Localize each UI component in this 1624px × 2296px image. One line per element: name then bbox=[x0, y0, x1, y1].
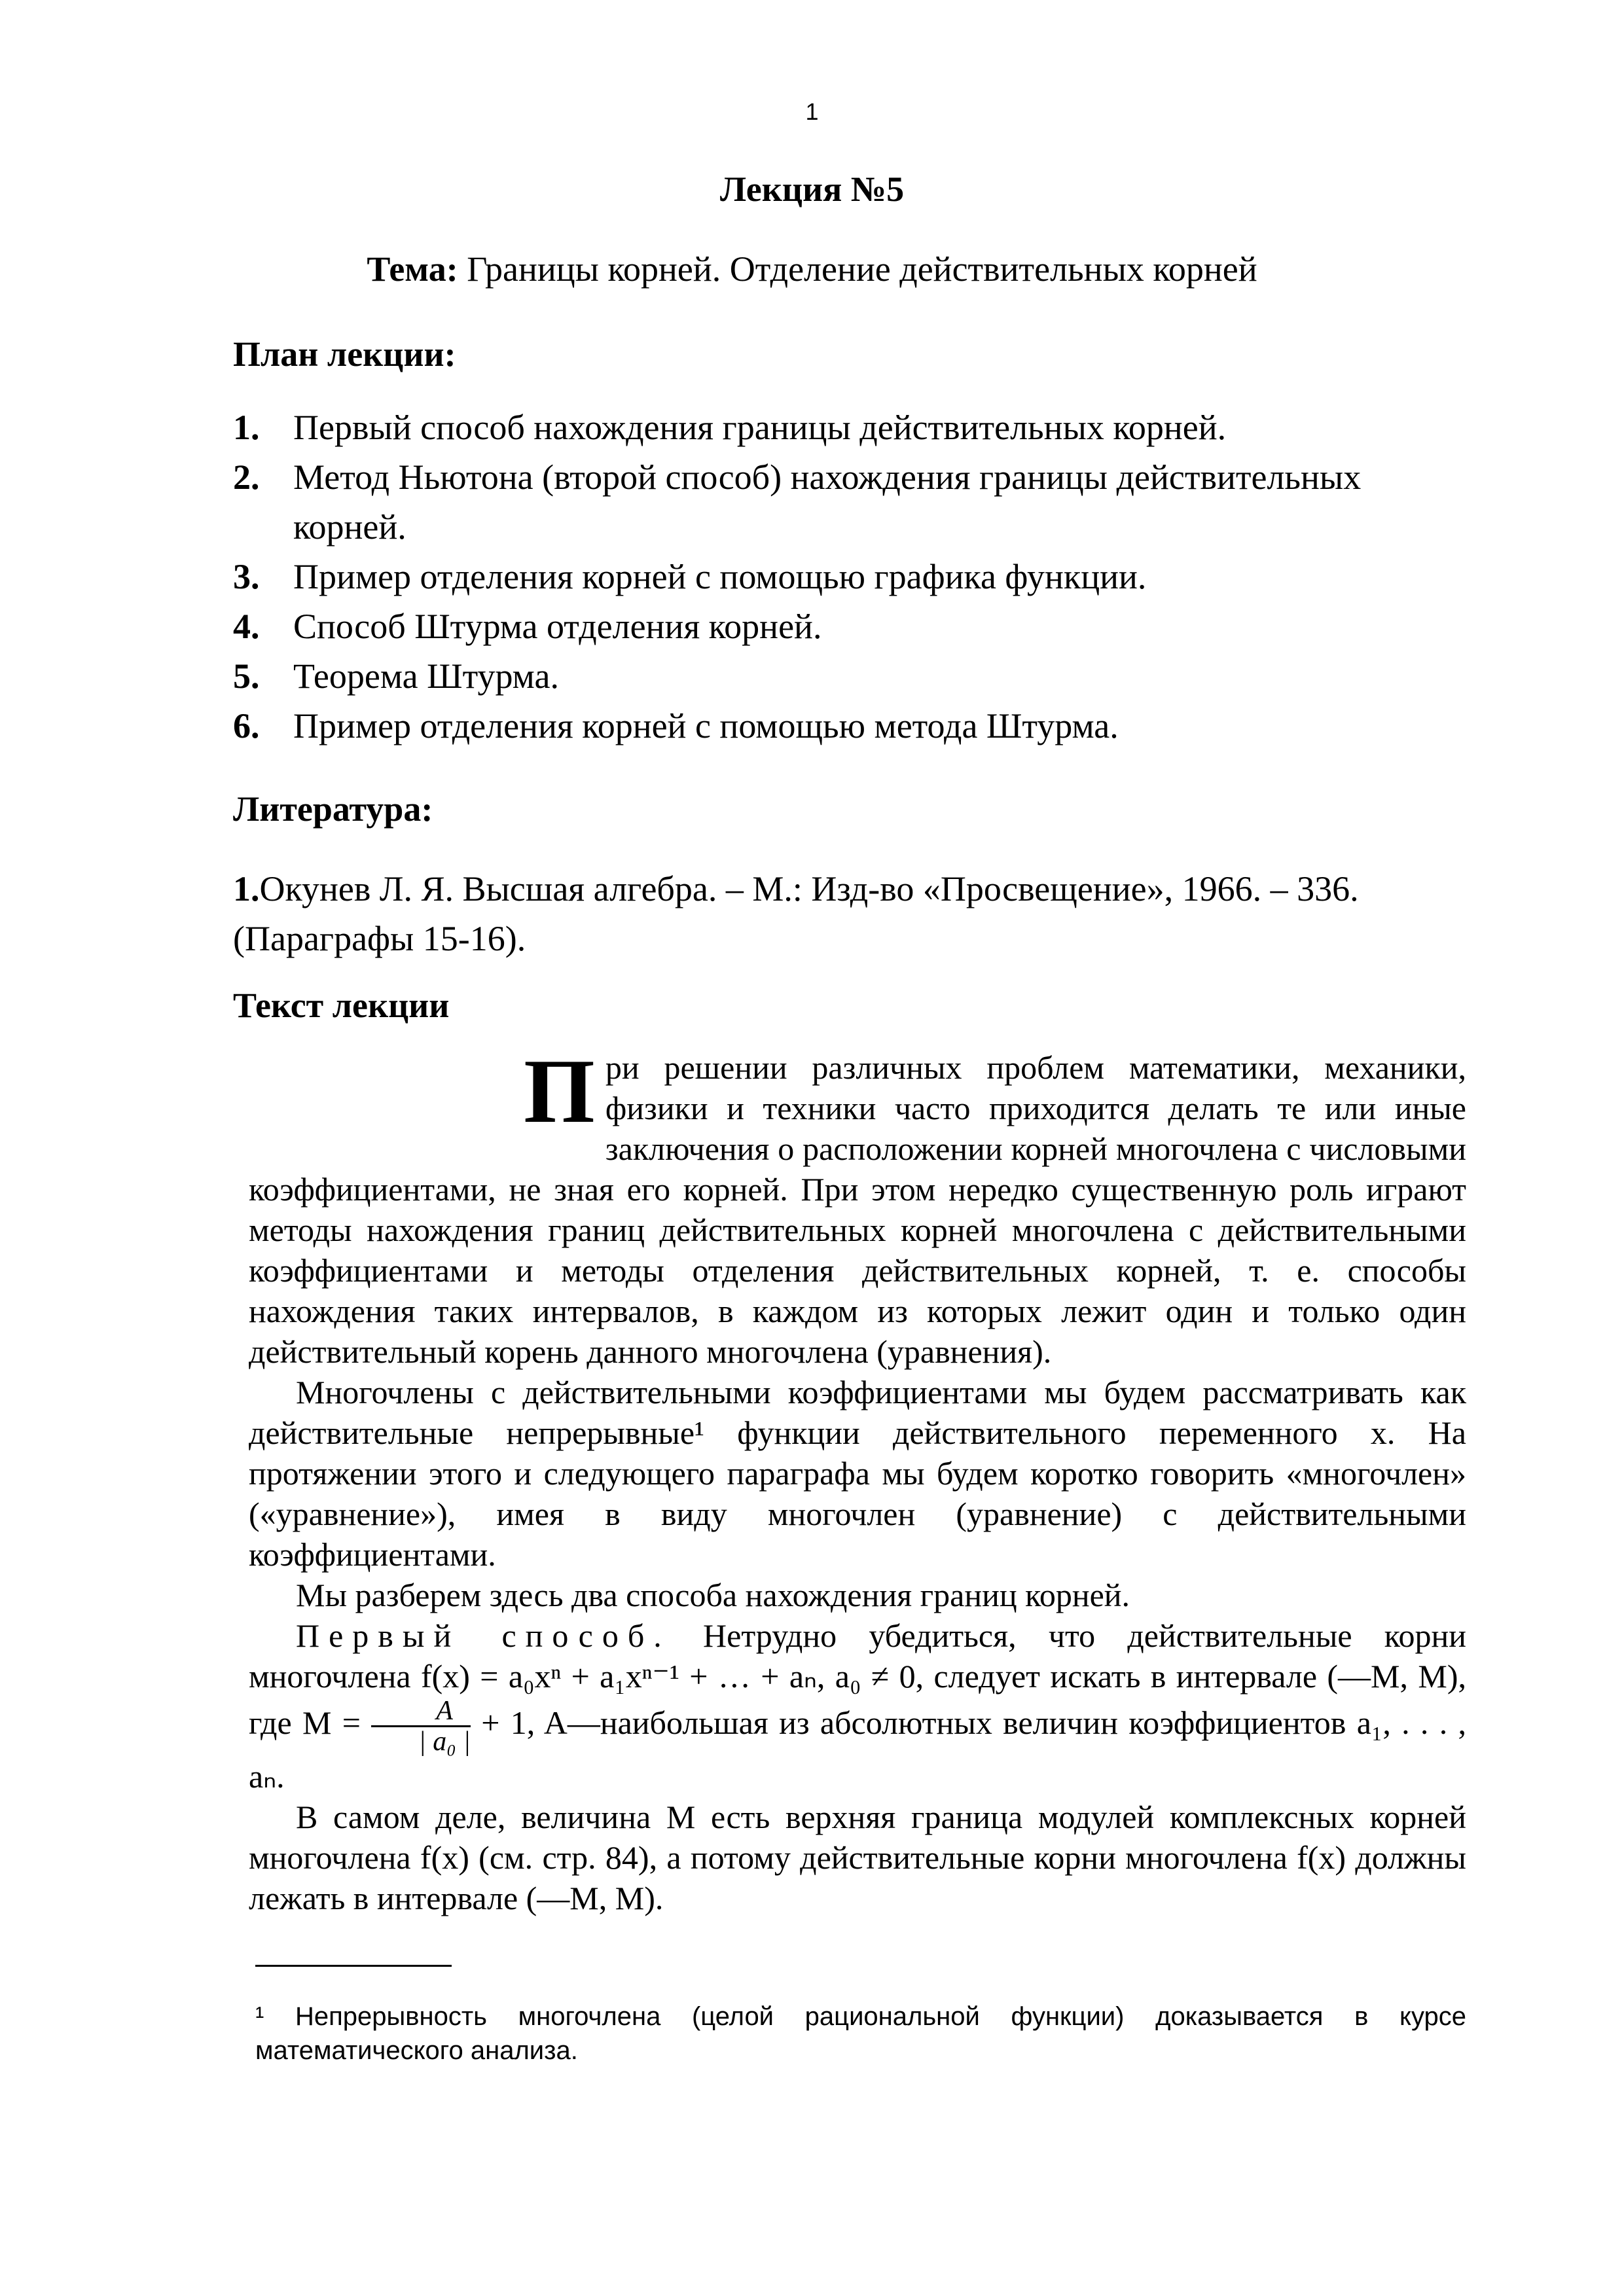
fraction-a-over-a0 bbox=[371, 1696, 471, 1756]
literature-text: Окунев Л. Я. Высшая алгебра. – М.: Изд-во «Просвещение», 1966. – 336. (Параграфы 15-16). bbox=[233, 869, 1359, 958]
paragraph-4 bbox=[249, 1615, 1466, 1797]
topic-text: Границы корней. Отделение действительных корней bbox=[458, 249, 1257, 289]
plan-item-number: 5. bbox=[233, 656, 260, 696]
plan-item-text: Пример отделения корней с помощью метода Штурма. bbox=[293, 706, 1119, 745]
plan-heading: План лекции: bbox=[233, 334, 456, 374]
plan-item-text: Метод Ньютона (второй способ) нахождения границы действительных корней. bbox=[293, 457, 1362, 547]
drop-cap: П bbox=[524, 1041, 595, 1142]
plan-item-number: 6. bbox=[233, 706, 260, 745]
plan-item-text: Способ Штурма отделения корней. bbox=[293, 607, 822, 646]
first-method-label: Первый способ. bbox=[296, 1617, 671, 1654]
footnote: ¹ Непрерывность многочлена (целой рациональной функции) доказывается в курсе математического анализа. bbox=[255, 2002, 1466, 2065]
paragraph-1-text: ри решении различных проблем математики, механики, физики и техники часто приходится делать те или иные заключения о расположении корней многочлена с числовыми коэффициентами, не зная его корней. При этом нередко существенную роль играют методы нахождения границ действительных корней многочлена с действительными коэффициентами и методы отделения действительных корней, т. е. способы нахождения таких интервалов, в каждом из которых лежит один и только один действительный корень данного многочлена (уравнения). bbox=[249, 1049, 1466, 1370]
plan-item-text: Первый способ нахождения границы действительных корней. bbox=[293, 408, 1227, 447]
plan-item-number: 2. bbox=[233, 457, 260, 497]
plan-item bbox=[233, 403, 1477, 452]
literature-heading: Литература: bbox=[233, 789, 433, 829]
plan-list bbox=[233, 403, 1477, 751]
page-number: 1 bbox=[805, 98, 819, 125]
plan-item bbox=[233, 552, 1477, 601]
paragraph-1 bbox=[249, 1041, 1466, 1372]
paragraph-4-text-b: + 1, A—наибольшая из абсолютных величин коэффициентов a₁, . . . , aₙ. bbox=[249, 1704, 1467, 1795]
plan-item bbox=[233, 701, 1477, 751]
plan-item-text: Теорема Штурма. bbox=[293, 656, 559, 696]
lecture-topic bbox=[0, 249, 1624, 289]
plan-item-number: 4. bbox=[233, 607, 260, 646]
plan-item-number: 3. bbox=[233, 557, 260, 596]
paragraph-3: Мы разберем здесь два способа нахождения границ корней. bbox=[296, 1577, 1130, 1613]
topic-label: Тема: bbox=[367, 249, 458, 289]
literature-number: 1. bbox=[233, 869, 260, 908]
scanned-text-block bbox=[249, 1041, 1467, 2140]
fraction-numerator: A bbox=[436, 1696, 453, 1726]
plan-item-text: Пример отделения корней с помощью графика функции. bbox=[293, 557, 1147, 596]
lecture-title: Лекция №5 bbox=[719, 170, 905, 209]
plan-item bbox=[233, 651, 1477, 701]
footnote-divider bbox=[255, 1965, 452, 1967]
paragraph-4-text-a: Нетрудно убедиться, что действительные корни многочлена f(x) = a₀xⁿ + a₁xⁿ⁻¹ + … + aₙ, a₀ ≠ 0, следует искать в интервале (—M, M), где M = bbox=[249, 1617, 1466, 1741]
plan-item bbox=[233, 452, 1477, 552]
plan-item bbox=[233, 601, 1477, 651]
literature-entry bbox=[233, 864, 1477, 963]
paragraph-5: В самом деле, величина M есть верхняя граница модулей комплексных корней многочлена f(x) (см. стр. 84), а потому действительные корни многочлена f(x) должны лежать в интервале (—M, M). bbox=[249, 1799, 1466, 1916]
paragraph-2: Многочлены с действительными коэффициентами мы будем рассматривать как действительные непрерывные¹ функции действительного переменного x. На протяжении этого и следующего параграфа мы будем коротко говорить «многочлен» («уравнение»), имея в виду многочлен (уравнение) с действительными коэффициентами. bbox=[249, 1374, 1466, 1573]
fraction-denominator: | a₀ | bbox=[371, 1725, 471, 1756]
lecture-text-heading: Текст лекции bbox=[233, 986, 450, 1025]
plan-item-number: 1. bbox=[233, 408, 260, 447]
